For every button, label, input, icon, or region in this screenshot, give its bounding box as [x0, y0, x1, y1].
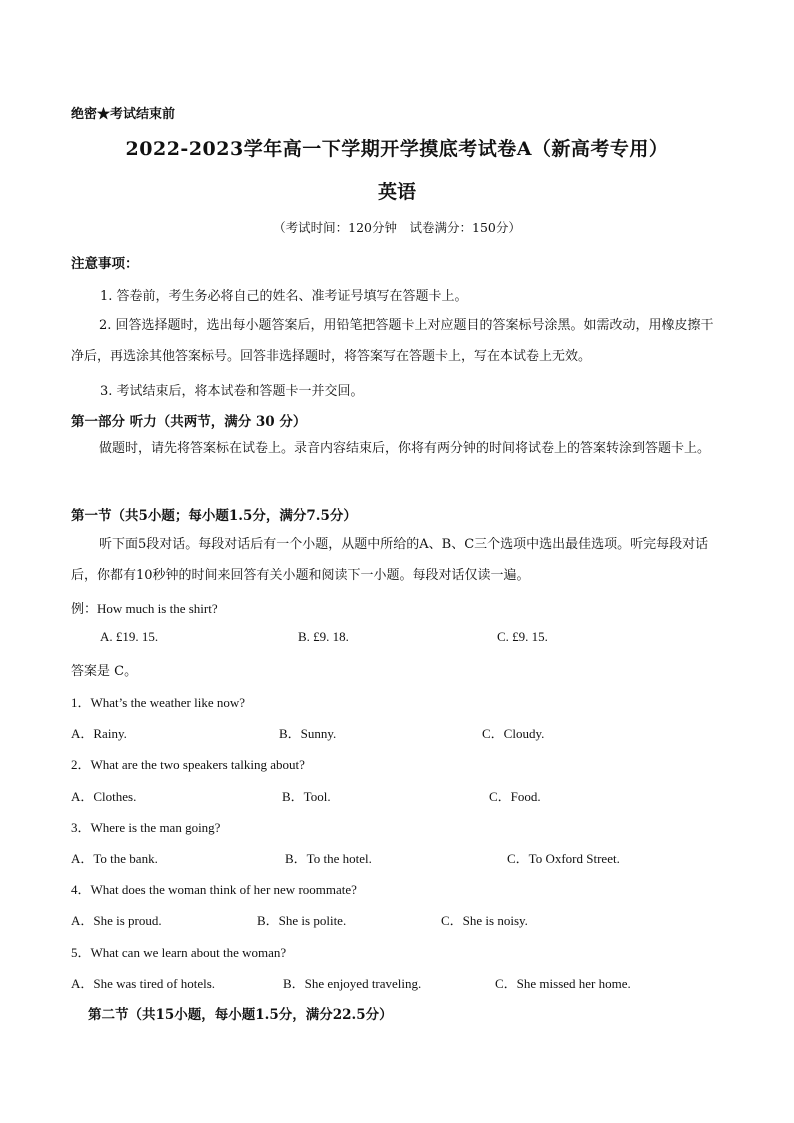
question-4-option-c: C．She is noisy. — [441, 913, 528, 928]
question-1-option-c: C．Cloudy. — [482, 726, 545, 741]
example-option-b: B. £9. 18. — [298, 629, 349, 644]
question-1-option-a: A．Rainy. — [71, 726, 127, 741]
note-item-1: 1. 答卷前，考生务必将自己的姓名、准考证号填写在答题卡上。 — [100, 289, 468, 304]
question-2: 2．What are the two speakers talking about? — [71, 757, 305, 772]
question-1: 1．What’s the weather like now? — [71, 695, 245, 710]
question-3-option-a: A．To the bank. — [71, 851, 158, 866]
part1-heading: 第一部分 听力（共两节，满分 30 分） — [71, 414, 307, 430]
section2-heading: 第二节（共15小题，每小题1.5分，满分22.5分） — [88, 1007, 393, 1023]
question-4-option-b: B．She is polite. — [257, 913, 347, 928]
question-4-option-a: A．She is proud. — [71, 913, 162, 928]
example-question: 例：How much is the shirt? — [71, 601, 218, 616]
subject-title: 英语 — [377, 181, 416, 203]
question-2-option-b: B．Tool. — [282, 789, 331, 804]
notes-heading: 注意事项： — [71, 256, 139, 272]
example-option-c: C. £9. 15. — [497, 629, 548, 644]
exam-title: 2022-2023学年高一下学期开学摸底考试卷A（新高考专用） — [125, 138, 669, 160]
confidential-label: 绝密★考试结束前 — [71, 107, 176, 122]
question-4: 4．What does the woman think of her new roommate? — [71, 882, 357, 897]
question-3: 3．Where is the man going? — [71, 820, 221, 835]
note-item-3: 3. 考试结束后，将本试卷和答题卡一并交回。 — [100, 384, 364, 399]
question-5-option-c: C．She missed her home. — [495, 976, 631, 991]
question-2-option-a: A．Clothes. — [71, 789, 137, 804]
section1-instruction: 听下面5段对话。每段对话后有一个小题，从题中所给的A、B、C三个选项中选出最佳选项。听完每段对话后，你都有10秒钟的时间来回答有关小题和阅读下一小题。每段对话仅读一遍。 — [71, 537, 709, 583]
question-2-option-c: C．Food. — [489, 789, 541, 804]
exam-info: （考试时间：120分钟 试卷满分：150分） — [273, 220, 521, 235]
question-3-option-b: B．To the hotel. — [285, 851, 372, 866]
question-1-option-b: B．Sunny. — [279, 726, 337, 741]
example-option-a: A. £19. 15. — [100, 629, 159, 644]
example-answer: 答案是 C。 — [71, 664, 138, 679]
question-5-option-b: B．She enjoyed traveling. — [283, 976, 422, 991]
note-item-2: 2. 回答选择题时，选出每小题答案后，用铅笔把答题卡上对应题目的答案标号涂黑。如需改动，用橡皮擦干净后，再选涂其他答案标号。回答非选择题时，将答案写在答题卡上，写在本试卷上无效。 — [71, 318, 714, 364]
section1-heading: 第一节（共5小题；每小题1.5分，满分7.5分） — [71, 508, 357, 524]
part1-instruction: 做题时，请先将答案标在试卷上。录音内容结束后，你将有两分钟的时间将试卷上的答案转涂到答题卡上。 — [99, 441, 711, 456]
question-5-option-a: A．She was tired of hotels. — [71, 976, 216, 991]
question-3-option-c: C．To Oxford Street. — [507, 851, 620, 866]
question-5: 5．What can we learn about the woman? — [71, 945, 287, 960]
